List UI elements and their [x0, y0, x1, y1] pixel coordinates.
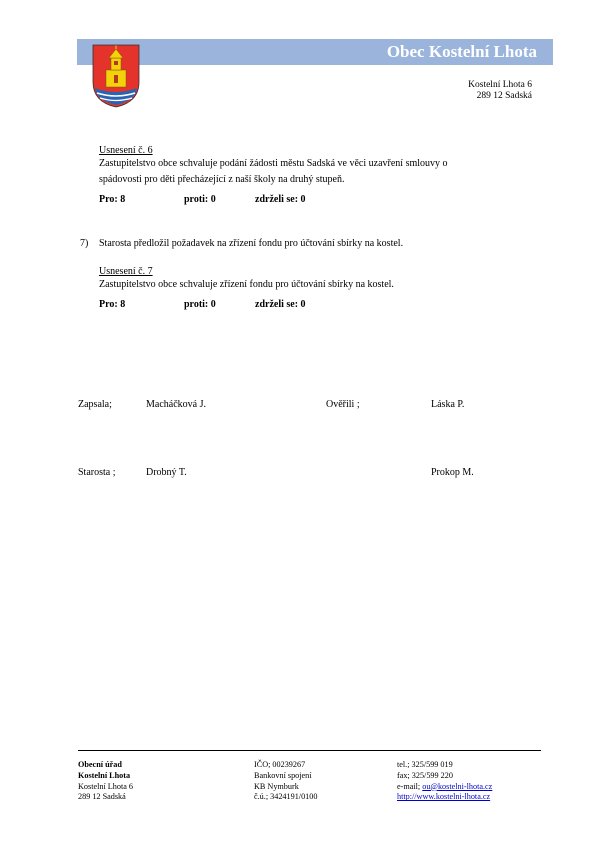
recorded-by-label: Zapsala; [78, 399, 112, 410]
footer-email-label: e-mail; [397, 781, 423, 791]
footer-fax: fax; 325/599 220 [397, 770, 453, 780]
resolution-7-votes-against: proti: 0 [184, 299, 216, 310]
resolution-6-text-1: Zastupitelstvo obce schvaluje podání žádosti městu Sadská ve věci uzavření smlouvy o [99, 158, 448, 169]
recorded-by-name: Macháčková J. [146, 399, 206, 410]
footer-email-row [397, 782, 492, 793]
address-line-1: Kostelní Lhota 6 [468, 80, 532, 90]
resolution-6-text-2: spádovosti pro děti přecházející z naší školy na druhý stupeň. [99, 174, 345, 185]
resolution-7-title: Usnesení č. 7 [99, 266, 153, 277]
mayor-name: Drobný T. [146, 467, 187, 478]
footer-phone: tel.; 325/599 019 [397, 760, 453, 769]
resolution-7-votes-abstain: zdrželi se: 0 [255, 299, 306, 310]
footer-bank-column [254, 760, 317, 803]
resolution-7-votes-for: Pro: 8 [99, 299, 126, 310]
verified-by-label: Ověřili ; [326, 399, 360, 410]
footer-divider [78, 750, 541, 751]
footer-contact-column [397, 760, 492, 803]
item-7-number: 7) [80, 238, 89, 249]
footer-office-column [78, 760, 133, 803]
header-address [468, 80, 532, 102]
verified-by-name: Láska P. [431, 399, 465, 410]
footer-web-link[interactable]: http://www.kostelni-lhota.cz [397, 792, 491, 802]
footer-office-street: Kostelní Lhota 6 [78, 781, 134, 791]
municipality-name: Obec Kostelní Lhota [386, 42, 537, 61]
item-7-text: Starosta předložil požadavek na zřízení fondu pro účtování sbírky na kostel. [99, 238, 404, 249]
footer-account-number: č.ú.; 3424191/0100 [254, 792, 318, 802]
footer-office-name: Obecní úřad [78, 760, 122, 769]
resolution-7-text-1: Zastupitelstvo obce schvaluje zřízení fondu pro účtování sbírky na kostel. [99, 279, 394, 290]
footer-office-postcode: 289 12 Sadská [78, 792, 126, 802]
header-bar [77, 39, 553, 65]
mayor-label: Starosta ; [78, 467, 116, 478]
resolution-6-votes-against: proti: 0 [184, 194, 216, 205]
address-line-2: 289 12 Sadská [476, 91, 532, 101]
second-verifier-name: Prokop M. [431, 467, 474, 478]
resolution-6-title: Usnesení č. 6 [99, 145, 153, 156]
coat-of-arms-icon [92, 44, 140, 108]
footer-office-village: Kostelní Lhota [78, 770, 131, 780]
footer-bank-name: KB Nymburk [254, 781, 299, 791]
resolution-6-votes-abstain: zdrželi se: 0 [255, 194, 306, 205]
footer-bank-label: Bankovní spojení [254, 770, 312, 780]
resolution-6-votes-for: Pro: 8 [99, 194, 126, 205]
footer-ico: IČO; 00239267 [254, 760, 306, 769]
footer-email-link[interactable]: ou@kostelni-lhota.cz [422, 781, 493, 791]
